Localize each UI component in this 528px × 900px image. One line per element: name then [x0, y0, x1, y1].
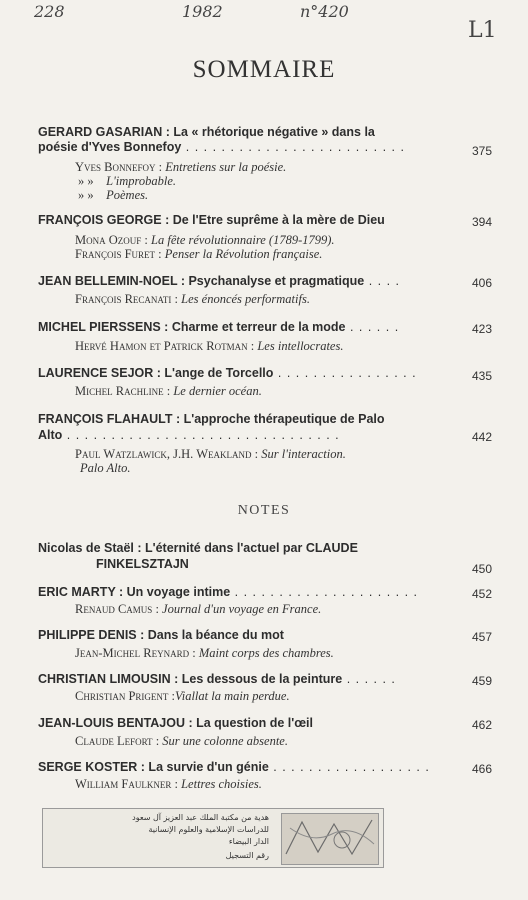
stamp-line: للدراسات الإسلامية والعلوم الإنسانية — [148, 825, 269, 834]
page-number: 459 — [472, 674, 493, 688]
reviewed-work: Yves Bonnefoy : Entretiens sur la poésie. — [75, 160, 287, 174]
note-heading: Nicolas de Staël : L'éternité dans l'actuel par CLAUDE — [38, 541, 358, 555]
reviewed-work: Claude Lefort : Sur une colonne absente. — [75, 734, 288, 748]
page-number: 375 — [472, 144, 493, 158]
reviewed-work: Christian Prigent :Viallat la main perdue. — [75, 689, 290, 703]
handwritten-note-corner: L1 — [468, 18, 497, 43]
entry-heading-cont: Alto . . . . . . . . . . . . . . . . . . . . . . . . . . . . . . . — [38, 428, 340, 442]
reviewed-work: François Recanati : Les énoncés performatifs. — [75, 292, 310, 306]
page-number: 423 — [472, 322, 493, 336]
page-number: 394 — [472, 215, 493, 229]
page-number: 406 — [472, 276, 493, 290]
entry-heading: MICHEL PIERSSENS : Charme et terreur de la mode . . . . . . — [38, 320, 400, 334]
reviewed-work: François Furet : Penser la Révolution française. — [75, 247, 323, 261]
handwritten-note-right: n°420 — [300, 2, 349, 21]
entry-heading: FRANÇOIS GEORGE : De l'Etre suprême à la mère de Dieu — [38, 213, 385, 227]
stamp-emblem-icon — [281, 813, 379, 865]
note-heading: PHILIPPE DENIS : Dans la béance du mot — [38, 628, 284, 642]
reviewed-work: Hervé Hamon et Patrick Rotman : Les intellocrates. — [75, 339, 344, 353]
page-number: 462 — [472, 718, 493, 732]
library-stamp — [42, 808, 384, 868]
reviewed-work: Mona Ozouf : La fête révolutionnaire (1789-1799). — [75, 233, 335, 247]
note-heading: ERIC MARTY : Un voyage intime . . . . . . . . . . . . . . . . . . . . . — [38, 585, 419, 599]
note-heading: JEAN-LOUIS BENTAJOU : La question de l'œil — [38, 716, 313, 730]
page-title: SOMMAIRE — [192, 56, 336, 83]
reviewed-work: Jean-Michel Reynard : Maint corps des chambres. — [75, 646, 334, 660]
reviewed-work: » » Poèmes. — [78, 188, 149, 202]
reviewed-work-cont: Palo Alto. — [80, 461, 131, 475]
page-number: 466 — [472, 762, 493, 776]
stamp-line: الدار البيضاء — [228, 837, 269, 846]
handwritten-note-middle: 1982 — [182, 2, 223, 21]
reviewed-work: Michel Rachline : Le dernier océan. — [75, 384, 262, 398]
note-heading: CHRISTIAN LIMOUSIN : Les dessous de la peinture . . . . . . — [38, 672, 396, 686]
page-number: 457 — [472, 630, 493, 644]
page-number: 435 — [472, 369, 493, 383]
reviewed-work: Renaud Camus : Journal d'un voyage en France. — [75, 602, 322, 616]
stamp-line: هدية من مكتبة الملك عبد العزيز آل سعود — [132, 813, 269, 822]
notes-heading: NOTES — [237, 503, 291, 518]
reviewed-work: » » L'improbable. — [78, 174, 177, 188]
page-number: 452 — [472, 587, 493, 601]
entry-heading: LAURENCE SEJOR : L'ange de Torcello . . . . . . . . . . . . . . . . — [38, 366, 417, 380]
entry-heading: JEAN BELLEMIN-NOEL : Psychanalyse et pragmatique . . . . — [38, 274, 401, 288]
handwritten-note-left: 228 — [34, 2, 65, 21]
entry-heading-cont: poésie d'Yves Bonnefoy . . . . . . . . . . . . . . . . . . . . . . . . . — [38, 140, 405, 154]
page-number: 450 — [472, 562, 493, 576]
note-heading: SERGE KOSTER : La survie d'un génie . . . . . . . . . . . . . . . . . . — [38, 760, 430, 774]
reviewed-work: William Faulkner : Lettres choisies. — [75, 777, 262, 791]
stamp-line: رقم التسجيل — [225, 851, 269, 860]
entry-heading: FRANÇOIS FLAHAULT : L'approche thérapeutique de Palo — [38, 412, 385, 426]
note-heading-cont: FINKELSZTAJN — [96, 557, 189, 571]
entry-heading: GERARD GASARIAN : La « rhétorique négative » dans la — [38, 125, 375, 139]
page-number: 442 — [472, 430, 493, 444]
reviewed-work: Paul Watzlawick, J.H. Weakland : Sur l'interaction. — [75, 447, 346, 461]
